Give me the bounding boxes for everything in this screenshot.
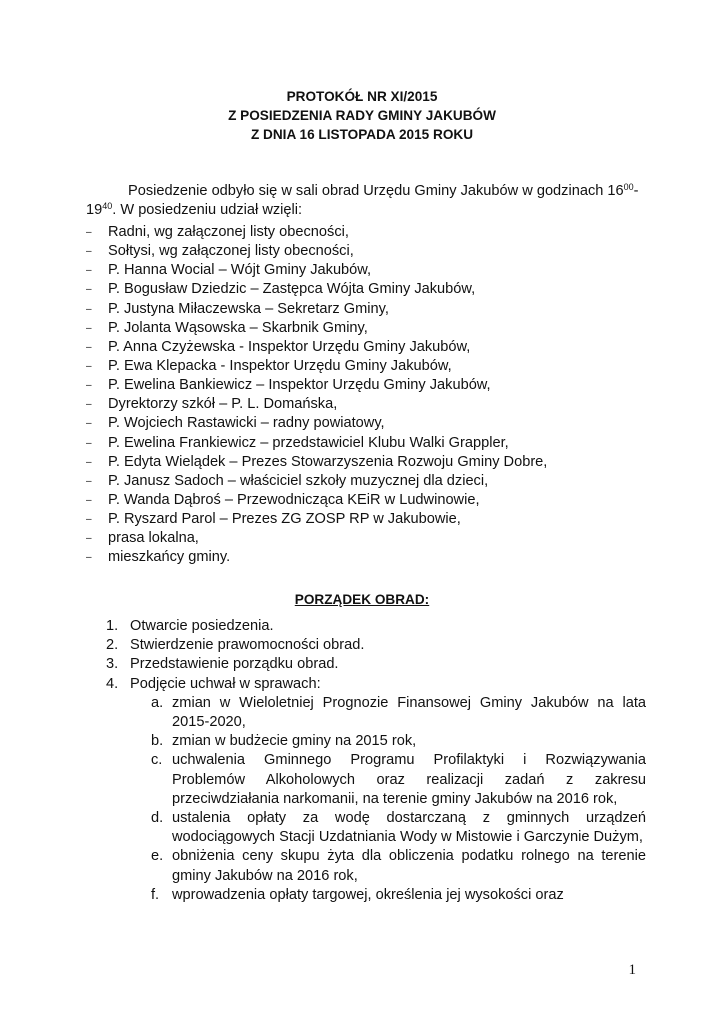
intro-paragraph [86,182,646,220]
resolution-letter: e. [151,848,164,865]
intro-text-a: Posiedzenie odbyło się w sali obrad Urzędu Gminy Jakubów w godzinach 16 [128,183,624,199]
bullet-dash: – [86,533,92,545]
bullet-dash: – [86,475,92,487]
attendee-item [86,529,646,548]
agenda-item-number: 2. [106,637,119,654]
bullet-dash: – [86,494,92,506]
agenda-item [106,636,646,655]
attendee-text: P. Wanda Dąbroś – Przewodnicząca KEiR w Ludwinowie, [108,491,480,508]
agenda-item-text: Podjęcie uchwał w sprawach: [130,675,321,692]
attendee-list [86,223,646,568]
bullet-dash: – [86,284,92,296]
attendee-text: prasa lokalna, [108,530,199,547]
intro-text-c: . W posiedzeniu udział wzięli: [112,202,303,219]
resolution-item [151,886,646,905]
session-date: Z DNIA 16 LISTOPADA 2015 ROKU [250,127,474,142]
attendee-item [86,548,646,567]
attendee-item [86,242,646,261]
resolution-text: wprowadzenia opłaty targowej, określenia jej wysokości oraz [172,886,564,903]
attendee-text: P. Ryszard Parol – Prezes ZG ZOSP RP w Jakubowie, [108,511,461,528]
agenda-list [106,617,646,905]
resolution-sublist [130,694,646,905]
attendee-item [86,223,646,242]
bullet-dash: – [86,227,92,238]
attendee-text: Sołtysi, wg załączonej listy obecności, [108,243,354,260]
agenda-heading [0,592,724,607]
agenda-heading-text: PORZĄDEK OBRAD: [294,592,430,607]
bullet-dash: – [86,437,92,449]
protocol-title: PROTOKÓŁ NR XI/2015 [286,89,438,104]
attendee-item [86,414,646,433]
bullet-dash: – [86,265,92,277]
resolution-letter: b. [151,733,164,750]
resolution-letter: f. [151,886,160,903]
attendee-text: Radni, wg załączonej listy obecności, [108,224,349,240]
session-title: Z POSIEDZENIA RADY GMINY JAKUBÓW [228,108,496,123]
resolution-text: ustalenia opłaty za wodę dostarczaną z gminnych urządzeń wodociągowych Stacji Uzdatniania Wody w Mistowie i Garczynie Dużym, [172,810,646,846]
attendee-text: mieszkańcy gminy. [108,549,231,566]
attendee-item [86,319,646,338]
agenda-item-text: Otwarcie posiedzenia. [130,618,274,634]
page-number: 1 [628,962,636,978]
attendee-text: P. Edyta Wielądek – Prezes Stowarzyszenia Rozwoju Gminy Dobre, [108,453,548,470]
bullet-dash: – [86,360,92,372]
resolution-letter: c. [151,752,163,769]
bullet-dash: – [86,246,92,258]
bullet-dash: – [86,514,92,526]
bullet-dash: – [86,341,92,353]
attendee-item [86,434,646,453]
end-minutes: 40 [102,201,113,212]
bullet-dash: – [86,303,92,315]
bullet-dash: – [86,380,92,392]
attendee-item [86,491,646,510]
agenda-item-text: Stwierdzenie prawomocności obrad. [130,637,365,654]
attendee-text: P. Ewa Klepacka - Inspektor Urzędu Gminy Jakubów, [108,357,452,374]
resolution-item [151,732,646,751]
agenda-item [106,675,646,905]
agenda-item-text: Przedstawienie porządku obrad. [130,656,339,673]
resolution-text: zmian w budżecie gminy na 2015 rok, [172,733,417,750]
agenda-item-number: 3. [106,656,119,673]
resolution-item [151,694,646,732]
attendee-text: P. Anna Czyżewska - Inspektor Urzędu Gminy Jakubów, [108,338,471,355]
resolution-letter: d. [151,810,164,827]
resolution-item [151,847,646,885]
resolution-text: zmian w Wieloletniej Prognozie Finansowej Gminy Jakubów na lata 2015-2020, [172,694,646,731]
attendee-text: P. Ewelina Bankiewicz – Inspektor Urzędu Gminy Jakubów, [108,377,491,394]
attendee-text: P. Janusz Sadoch – właściciel szkoły muzycznej dla dzieci, [108,472,489,489]
attendee-item [86,300,646,319]
attendee-item [86,376,646,395]
intro-text-b: -19 [86,183,639,219]
document-header [0,87,724,144]
attendee-text: Dyrektorzy szkół – P. L. Domańska, [108,396,338,413]
attendee-text: P. Bogusław Dziedzic – Zastępca Wójta Gminy Jakubów, [108,281,476,298]
agenda-item [106,617,646,636]
attendee-text: P. Justyna Miłaczewska – Sekretarz Gminy, [108,300,389,317]
attendee-item [86,472,646,491]
attendee-item [86,453,646,472]
agenda-item-number: 4. [106,675,119,692]
attendee-text: P. Wojciech Rastawicki – radny powiatowy, [108,415,385,432]
attendee-item [86,261,646,280]
resolution-item [151,751,646,809]
resolution-item [151,809,646,847]
attendee-text: P. Hanna Wocial – Wójt Gminy Jakubów, [108,262,372,279]
attendee-text: P. Jolanta Wąsowska – Skarbnik Gminy, [108,319,368,336]
resolution-letter: a. [151,694,164,711]
bullet-dash: – [86,418,92,430]
attendee-item [86,510,646,529]
attendee-item [86,338,646,357]
resolution-text: obniżenia ceny skupu żyta dla obliczenia podatku rolnego na terenie gminy Jakubów na 2016 rok, [172,848,646,884]
resolution-text: uchwalenia Gminnego Programu Profilaktyki i Rozwiązywania Problemów Alkoholowych oraz realizacji zadań z zakresu przeciwdziałania narkomanii, na terenie gminy Jakubów na 2016 rok, [172,752,646,807]
agenda-item [106,655,646,674]
agenda-item-number: 1. [106,618,119,634]
start-minutes: 00 [623,182,634,192]
bullet-dash: – [86,456,92,468]
attendee-item [86,280,646,299]
bullet-dash: – [86,322,92,334]
bullet-dash: – [86,399,92,411]
attendee-text: P. Ewelina Frankiewicz – przedstawiciel Klubu Walki Grappler, [108,434,509,451]
attendee-item [86,357,646,376]
attendee-item [86,395,646,414]
bullet-dash: – [86,552,92,564]
